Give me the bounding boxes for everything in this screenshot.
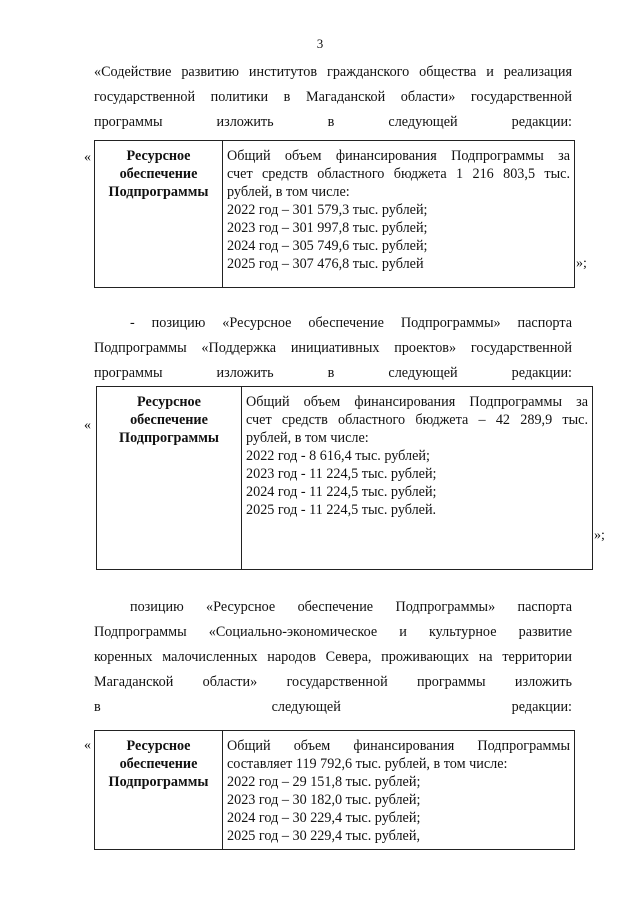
table-head-cell <box>97 387 242 570</box>
paragraph-line: - позицию «Ресурсное обеспечение Подпрограммы» паспорта <box>130 315 572 331</box>
head-line: Ресурсное <box>126 148 191 164</box>
body-line: 2023 год – 301 997,8 тыс. рублей; <box>227 220 428 236</box>
paragraph-3 <box>94 595 572 720</box>
resource-table-3 <box>94 730 575 850</box>
body-line: рублей, в том числе: <box>246 430 369 446</box>
head-line: Ресурсное <box>137 394 201 410</box>
head-line: обеспечение <box>119 166 198 182</box>
body-line: 2024 год - 11 224,5 тыс. рублей; <box>246 484 437 500</box>
body-line: счет средств областного бюджета – 42 289,9 тыс. <box>246 412 588 428</box>
table-body-cell <box>223 141 575 288</box>
body-line: Общий объем финансирования Подпрограммы за <box>227 148 570 164</box>
paragraph-line: Подпрограммы «Поддержка инициативных проектов» государственной <box>94 340 572 356</box>
body-line: 2025 год - 11 224,5 тыс. рублей. <box>246 502 437 518</box>
body-line: рублей, в том числе: <box>227 184 350 200</box>
table-body-cell <box>223 731 575 850</box>
open-quote: « <box>84 418 91 433</box>
paragraph-line: коренных малочисленных народов Севера, проживающих на территории <box>94 649 572 665</box>
body-line: 2022 год - 8 616,4 тыс. рублей; <box>246 448 430 464</box>
paragraph-line: государственной политики в Магаданской области» государственной <box>94 89 572 105</box>
head-line: обеспечение <box>130 412 208 428</box>
body-line: 2023 год – 30 182,0 тыс. рублей; <box>227 792 421 808</box>
page-number: 3 <box>316 36 324 51</box>
body-line: Общий объем финансирования Подпрограммы <box>227 738 570 754</box>
paragraph-line: «Содействие развитию институтов гражданского общества и реализация <box>94 64 572 80</box>
resource-table-2 <box>96 386 593 570</box>
open-quote: « <box>84 738 91 753</box>
body-line: 2024 год – 305 749,6 тыс. рублей; <box>227 238 428 254</box>
paragraph-2 <box>94 311 572 386</box>
paragraph-line: Подпрограммы «Социально-экономическое и культурное развитие <box>94 624 572 640</box>
table-body-cell <box>242 387 593 570</box>
paragraph-1 <box>94 60 572 135</box>
body-line: 2024 год – 30 229,4 тыс. рублей; <box>227 810 421 826</box>
body-line: счет средств областного бюджета 1 216 803,5 тыс. <box>227 166 570 182</box>
body-line: 2025 год – 30 229,4 тыс. рублей, <box>227 828 420 844</box>
head-line: обеспечение <box>119 756 198 772</box>
body-line: Общий объем финансирования Подпрограммы за <box>246 394 588 410</box>
table-head-cell <box>95 141 223 288</box>
table-head-cell <box>95 731 223 850</box>
paragraph-line: в следующей редакции: <box>94 699 572 715</box>
body-line: 2025 год – 307 476,8 тыс. рублей <box>227 256 424 272</box>
head-line: Подпрограммы <box>119 430 219 446</box>
body-line: 2023 год - 11 224,5 тыс. рублей; <box>246 466 437 482</box>
paragraph-line: программы изложить в следующей редакции: <box>94 114 572 130</box>
body-line: составляет 119 792,6 тыс. рублей, в том числе: <box>227 756 508 772</box>
open-quote: « <box>84 150 91 165</box>
head-line: Подпрограммы <box>108 774 209 790</box>
close-quote: »; <box>576 256 587 271</box>
body-line: 2022 год – 301 579,3 тыс. рублей; <box>227 202 428 218</box>
paragraph-line: Магаданской области» государственной программы изложить <box>94 674 572 690</box>
body-line: 2022 год – 29 151,8 тыс. рублей; <box>227 774 421 790</box>
resource-table-1 <box>94 140 575 288</box>
head-line: Ресурсное <box>126 738 191 754</box>
paragraph-line: позицию «Ресурсное обеспечение Подпрограммы» паспорта <box>130 599 572 615</box>
paragraph-line: программы изложить в следующей редакции: <box>94 365 572 381</box>
head-line: Подпрограммы <box>108 184 209 200</box>
close-quote: »; <box>594 528 605 543</box>
